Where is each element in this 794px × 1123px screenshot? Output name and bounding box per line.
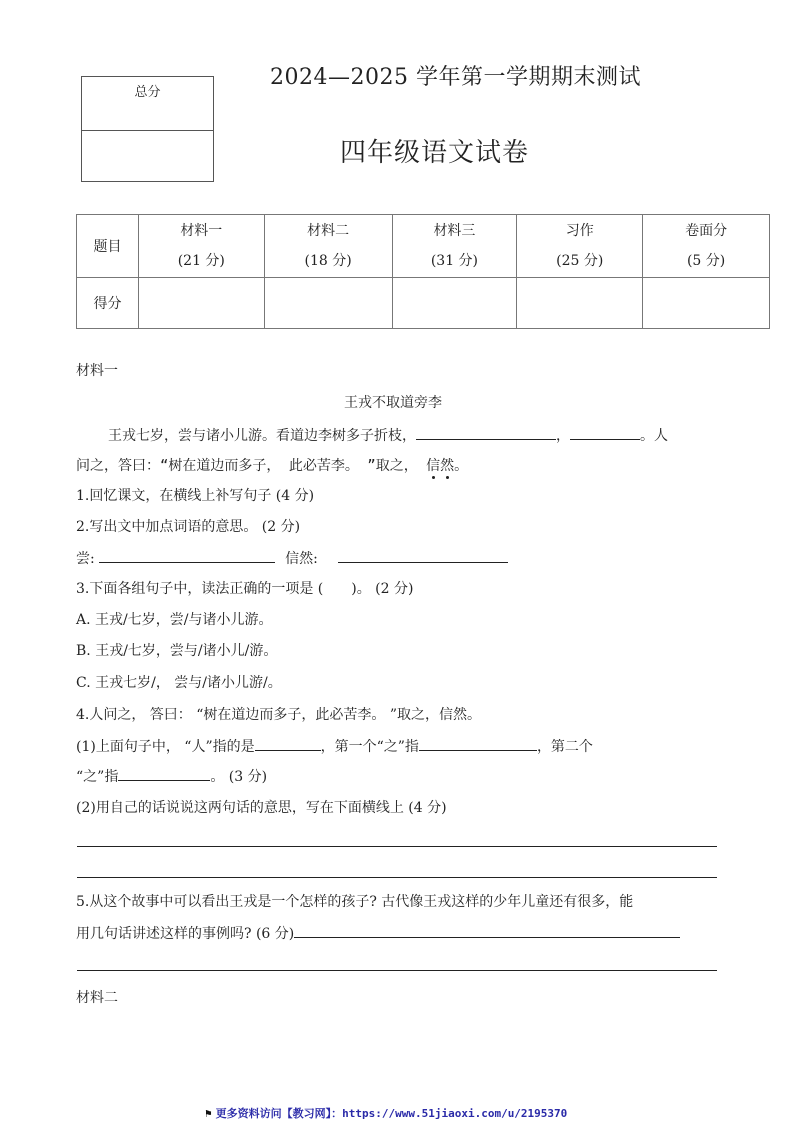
score-cell[interactable] xyxy=(643,278,770,329)
answer-blank[interactable] xyxy=(294,923,680,938)
score-cell[interactable] xyxy=(264,278,392,329)
answer-blank[interactable] xyxy=(99,548,275,563)
question-5: 5.从这个故事中可以看出王戎是一个怎样的孩子? 古代像王戎这样的少年儿童还有很多，能 xyxy=(76,894,634,910)
answer-blank[interactable] xyxy=(416,425,556,440)
dotted-word: 然 xyxy=(440,458,455,474)
footer-link[interactable]: ⚑ 更多资料访问【教习网】：https://www.51jiaoxi.com/u/2195370 xyxy=(205,1107,568,1120)
table-column-header: 材料一 (21 分) xyxy=(138,215,264,278)
option-a[interactable]: A. 王戎/七岁，尝/与诸小儿游。 xyxy=(76,612,273,628)
answer-blank[interactable] xyxy=(118,766,210,781)
answer-blank[interactable] xyxy=(419,736,537,751)
dotted-word: 信 xyxy=(426,458,441,474)
question-5-cont: 用几句话讲述这样的事例吗? (6 分) xyxy=(76,923,680,944)
question-4-1: (1)上面句子中， “人”指的是 ，第一个“之”指 ，第二个 xyxy=(76,736,593,757)
table-score-label: 得分 xyxy=(77,278,139,329)
answer-line[interactable] xyxy=(77,970,717,971)
table-column-header: 材料三 (31 分) xyxy=(392,215,517,278)
option-b[interactable]: B. 王戎/七岁，尝与/诸小儿/游。 xyxy=(76,643,278,659)
section-heading: 材料一 xyxy=(76,363,118,379)
table-row-header: 题目 xyxy=(77,215,139,278)
answer-blank[interactable] xyxy=(570,425,640,440)
question-4: 4.人问之， 答曰： “树在道边而多子，此必苦李。 ”取之，信然。 xyxy=(76,707,482,723)
question-4-2: (2)用自己的话说说这两句话的意思，写在下面横线上 (4 分) xyxy=(76,800,447,816)
total-score-divider xyxy=(82,130,213,131)
score-cell[interactable] xyxy=(138,278,264,329)
passage-title: 王戎不取道旁李 xyxy=(344,395,442,411)
score-cell[interactable] xyxy=(392,278,517,329)
question-1: 1.回忆课文，在横线上补写句子 (4 分) xyxy=(76,488,315,504)
flag-icon: ⚑ xyxy=(205,1107,212,1120)
question-4-1-cont: “之”指 。 (3 分) xyxy=(76,766,267,787)
exam-subtitle: 四年级语文试卷 xyxy=(340,138,530,168)
answer-blank[interactable] xyxy=(338,548,508,563)
option-c[interactable]: C. 王戎七岁/， 尝与/诸小儿游/。 xyxy=(76,675,282,691)
score-table xyxy=(76,214,770,329)
question-2: 2.写出文中加点词语的意思。 (2 分) xyxy=(76,519,301,535)
table-column-header: 习作 (25 分) xyxy=(517,215,643,278)
total-score-label: 总分 xyxy=(134,85,161,100)
section-heading: 材料二 xyxy=(76,990,118,1006)
table-column-header: 卷面分 (5 分) xyxy=(643,215,770,278)
passage-line: 问之，答曰：“树在道边而多子， 此必苦李。 ”取之， 信然。 xyxy=(76,458,469,474)
answer-line[interactable] xyxy=(77,877,717,878)
question-2-answers: 尝: 信然: xyxy=(76,548,508,569)
table-column-header: 材料二 (18 分) xyxy=(264,215,392,278)
question-3: 3.下面各组句子中，读法正确的一项是 ( )。 (2 分) xyxy=(76,581,414,597)
score-cell[interactable] xyxy=(517,278,643,329)
passage-line: 王戎七岁，尝与诸小儿游。看道边李树多子折枝， ， 。人 xyxy=(108,425,668,446)
answer-blank[interactable] xyxy=(255,736,321,751)
exam-title: 2024—2025 学年第一学期期末测试 xyxy=(270,65,641,90)
total-score-box xyxy=(81,76,214,182)
answer-line[interactable] xyxy=(77,846,717,847)
